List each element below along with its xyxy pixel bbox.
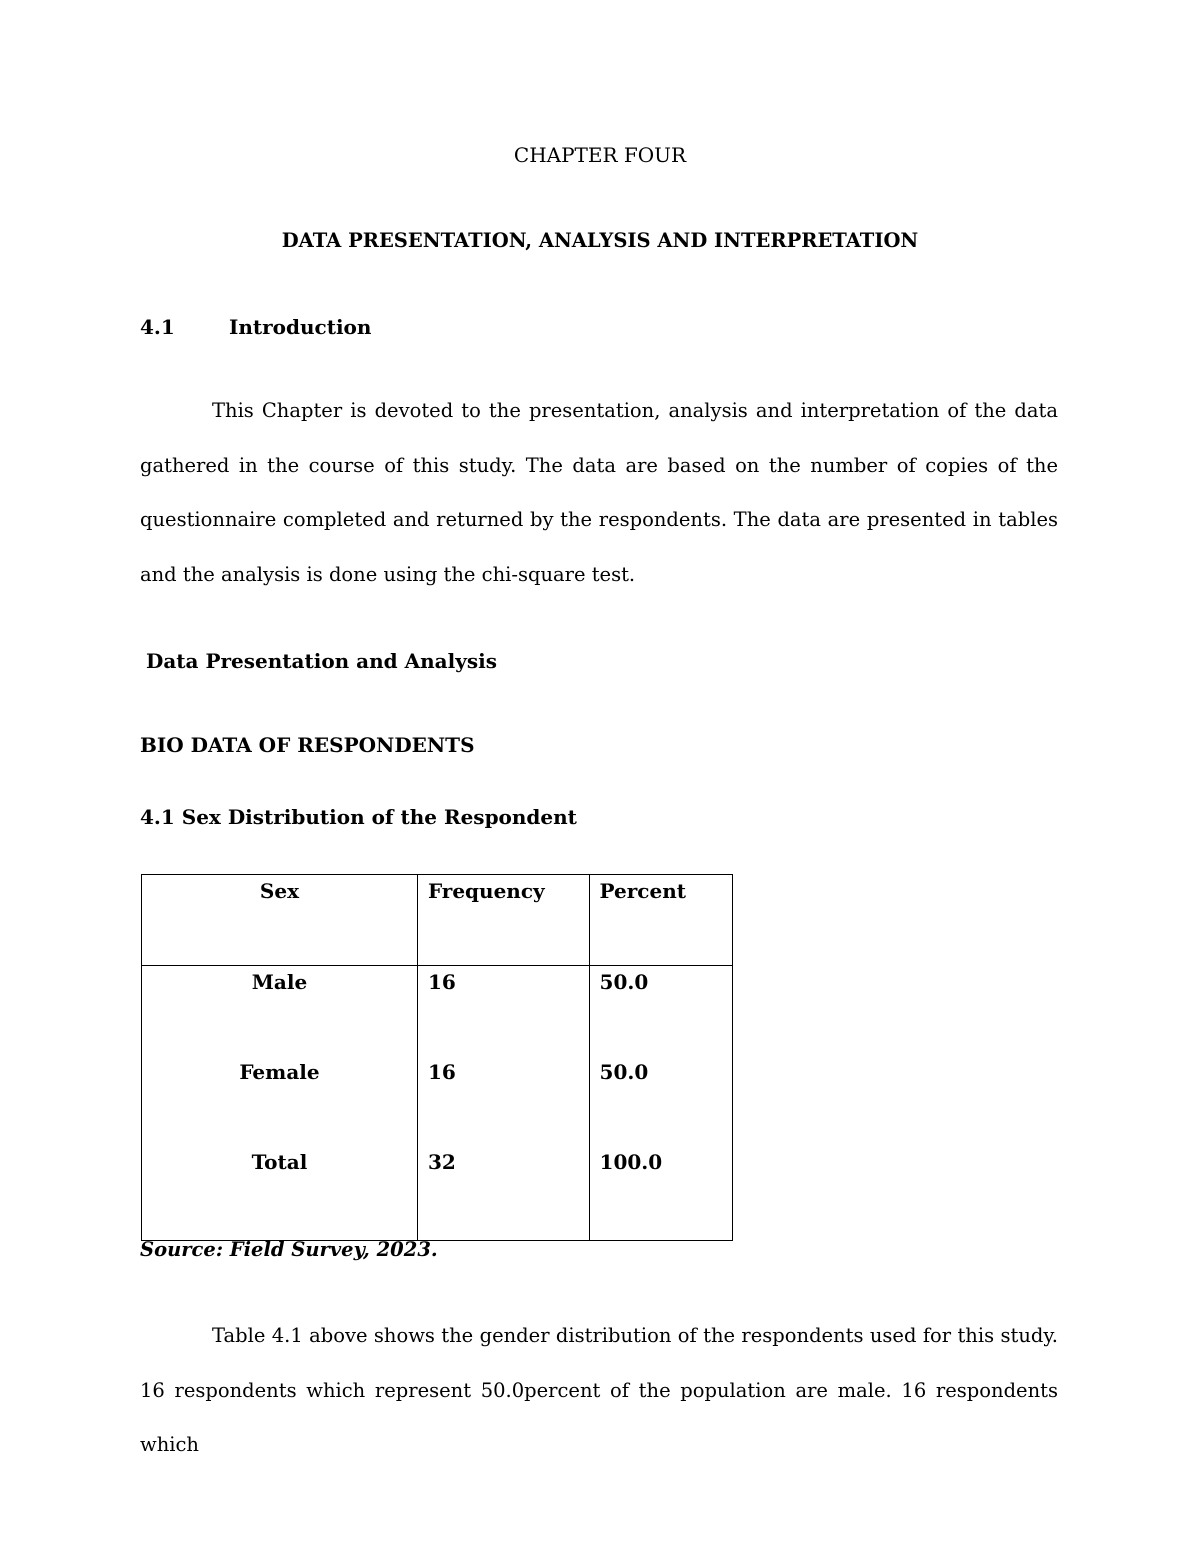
cell-sex-female: Female [239, 1060, 320, 1084]
header-percent: Percent [589, 875, 732, 966]
cell-percent-female: 50.0 [599, 1060, 649, 1084]
column-frequency [417, 966, 589, 1241]
table-source: Source: Field Survey, 2023. [140, 1238, 438, 1261]
sex-distribution-table [141, 874, 733, 1241]
header-sex: Sex [142, 875, 418, 966]
cell-frequency-total: 32 [427, 1150, 456, 1174]
header-frequency: Frequency [417, 875, 589, 966]
cell-frequency-male: 16 [427, 970, 456, 994]
intro-paragraph: This Chapter is devoted to the presentation, analysis and interpretation of the data gathered in the course of this study. The data are based on the number of copies of the questionnaire completed and returned by the respondents. The data are presented in tables and the analysis is done using the chi-square test. [140, 399, 1058, 586]
cell-frequency-female: 16 [427, 1060, 456, 1084]
chapter-title: CHAPTER FOUR [513, 143, 687, 167]
chapter-subtitle: DATA PRESENTATION, ANALYSIS AND INTERPRETATION [281, 229, 919, 252]
table-header-row [142, 875, 733, 966]
cell-sex-male: Male [251, 970, 308, 994]
section-heading: Introduction [229, 315, 372, 339]
data-presentation-heading: Data Presentation and Analysis [146, 649, 497, 673]
cell-sex-total: Total [251, 1150, 308, 1174]
section-number: 4.1 [140, 315, 175, 339]
cell-percent-total: 100.0 [599, 1150, 663, 1174]
column-sex [142, 966, 418, 1241]
table-title: 4.1 Sex Distribution of the Respondent [140, 805, 577, 829]
column-percent [589, 966, 732, 1241]
bio-data-heading: BIO DATA OF RESPONDENTS [140, 733, 475, 757]
table-body-row [142, 966, 733, 1241]
closing-paragraph: Table 4.1 above shows the gender distribution of the respondents used for this study. 16 respondents which represent 50.0percent of the population are male. 16 respondents which [140, 1324, 1058, 1456]
cell-percent-male: 50.0 [599, 970, 649, 994]
